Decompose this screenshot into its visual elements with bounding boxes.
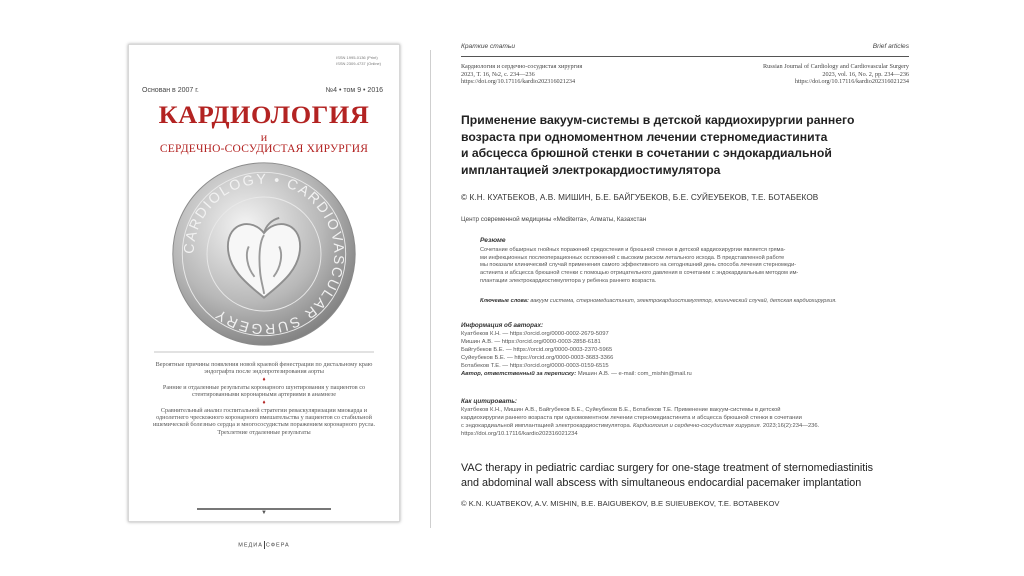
corresponding-contact: Мишин А.В. — e-mail: com_mishin@mail.ru (576, 371, 692, 377)
title-ru-line: возраста при одномоментном лечении стерномедиастинита (461, 129, 828, 144)
author-orcid: Суйеубеков Б.Е. — https://orcid.org/0000-0003-3683-3366 (461, 355, 614, 361)
abstract-line: плантации электрокардиостимулятора у ребенка раннего возраста. (480, 277, 657, 284)
publisher-left: МЕДИА (238, 542, 263, 549)
cover-issue-number: №4 • том 9 • 2016 (325, 87, 383, 94)
author-orcid: Куатбеков К.Н. — https://orcid.org/0000-0002-2679-5097 (461, 331, 609, 337)
diamond-icon: ♦ (262, 376, 266, 383)
citation-ru-doi: https://doi.org/10.17116/kardio202316021234 (461, 78, 576, 86)
article-title-ru (461, 112, 921, 178)
abstract-line: Сочетание обширных гнойных поражений средостения и брюшной стенки в детской кардиохирургии является гряма- (480, 247, 786, 253)
author-orcid: Ботабеков Т.Е. — https://orcid.org/0000-0003-0159-6515 (461, 363, 609, 369)
keywords-text: вакуум система, стерномедиастинит, электрокардиостимулятор, клинический случай, детская кардиохирургия. (528, 298, 837, 304)
cover-emblem-seal (169, 159, 359, 349)
cover-title-cardiovascular-surgery: СЕРДЕЧНО-СОСУДИСТАЯ ХИРУРГИЯ (159, 143, 369, 155)
corresponding-author (461, 370, 692, 378)
article-page (449, 40, 917, 526)
cite-line: кардиохирургии раннего возраста при одномоментном лечении стерномедиастинита и абсцесса брюшной стенки в сочетании (461, 414, 802, 421)
cite-line: с эндокардиальной имплантацией электрокардиостимулятора. Кардиология и сердечно-сосудистая хирургия. 2023;16(2):234—236. (461, 422, 820, 429)
title-ru-line: Применение вакуум-системы в детской кардиохирургии раннего (461, 113, 855, 127)
cover-title-and: и (260, 130, 268, 144)
journal-citation-ru (461, 63, 582, 86)
authors-ru: © К.Н. КУАТБЕКОВ, А.В. МИШИН, Б.Е. БАЙГУБЕКОВ, Б.Е. СУЙЕУБЕКОВ, Т.Е. БОТАБЕКОВ (461, 193, 819, 202)
author-orcid: Байгубеков Б.Е. — https://orcid.org/0000-0003-2370-5965 (461, 347, 613, 353)
keywords (480, 298, 920, 306)
cover-topic-1: Вероятные причины появления новой краевой фенестрации по дистальному краю эндографта после эндопротезирования аорты (155, 361, 373, 376)
cover-topics (147, 361, 381, 436)
citation-en-line: 2023, vol. 16, No. 2, pp. 234—236 (822, 70, 909, 78)
diamond-icon: ♦ (262, 399, 266, 406)
authors-en: © K.N. KUATBEKOV, A.V. MISHIN, B.E. BAIGUBEKOV, B.E SUIEUBEKOV, T.E. BOTABEKOV (461, 499, 780, 508)
corresponding-label: Автор, ответственный за переписку: (461, 371, 577, 377)
publisher-right: СФЕРА (265, 542, 290, 549)
header-rule (461, 56, 909, 57)
how-to-cite-heading: Как цитировать: (461, 398, 518, 405)
citation-ru-line: Кардиология и сердечно-сосудистая хирургия (461, 63, 583, 70)
citation-en-line: Russian Journal of Cardiology and Cardiovascular Surgery (763, 63, 909, 70)
page-divider (430, 50, 431, 528)
cover-issn (336, 55, 381, 67)
keywords-label: Ключевые слова: (480, 298, 529, 304)
author-info-list (461, 330, 692, 378)
how-to-cite-text (461, 407, 921, 439)
abstract-line: астинита и абсцесса брюшной стенки с помощью отрицательного давления в сочетании с эндокардиальным методом им- (480, 270, 799, 277)
author-info-heading: Информация об авторах: (461, 322, 544, 329)
abstract-text (480, 247, 918, 286)
article-title-en (461, 461, 926, 490)
cover-topic-3: Сравнительный анализ госпитальной стратегии реваскуляризации миокарда и однолетнего чрескожного коронарного вмешательства у пациентов со стабильной ишемической болезнью сердца и многососудистым поражением коронарного русла. Трехлетние отдаленные результаты (152, 406, 376, 436)
cover-topic-2: Ранние и отдаленные результаты коронарного шунтирования у пациентов со стентированными коронарными артериями в анамнезе (162, 383, 366, 399)
running-header-ru: Краткие статьи (461, 43, 516, 50)
issn-online: ISSN 2309-4737 (Online) (336, 61, 381, 66)
cover-publisher-logo (129, 541, 399, 549)
emblem-ring-text: CARDIOLOGY • CARDIOVASCULAR SURGERY (181, 171, 347, 337)
cite-doi: https://doi.org/10.17116/kardio202316021234 (461, 430, 578, 437)
cite-journal-name: Кардиология и сердечно-сосудистая хирургия. (631, 422, 762, 429)
title-en-line: VAC therapy in pediatric cardiac surgery for one-stage treatment of sternomediastinitis (461, 462, 874, 474)
running-header-en: Brief articles (872, 43, 909, 50)
cite-line: Куатбеков К.Н., Мишин А.В., Байгубеков Б.Е., Суйеубеков Б.Е., Ботабеков Т.Е. Применение вакуум-системы в детской (461, 407, 781, 413)
journal-citation-en (763, 63, 909, 86)
cover-divider (154, 351, 374, 353)
title-ru-line: имплантацией электрокардиостимулятора (461, 162, 721, 177)
issn-print: ISSN 1995-0136 (Print) (336, 55, 378, 60)
abstract-line: ми инфекционных послеоперационных осложнений с высоким риском летального исхода. В представленной работе (480, 254, 785, 261)
author-orcid: Мишин А.В. — https://orcid.org/0000-0003-2858-6181 (461, 339, 601, 345)
title-ru-line: и абсцесса брюшной стенки в сочетании с эндокардиальной (461, 146, 832, 161)
title-en-line: and abdominal wall abscess with simultaneous endocardial pacemaker implantation (461, 476, 862, 489)
cover-title-cardiology: КАРДИОЛОГИЯ (158, 102, 370, 129)
affiliation: Центр современной медицины «Mediterra», Алматы, Казахстан (461, 216, 647, 223)
abstract-heading: Резюме (480, 237, 506, 244)
citation-ru-line: 2023, Т. 16, №2, с. 234—236 (461, 70, 535, 78)
arrow-down-icon: ▼ (261, 510, 267, 516)
citation-en-doi: https://doi.org/10.17116/kardio202316021234 (794, 78, 909, 86)
journal-cover (128, 44, 400, 549)
cover-founded: Основан в 2007 г. (142, 87, 199, 94)
abstract-line: мы показали клинический случай применения самого эффективного на сегодняшний день способа лечения стерномеди- (480, 262, 797, 269)
